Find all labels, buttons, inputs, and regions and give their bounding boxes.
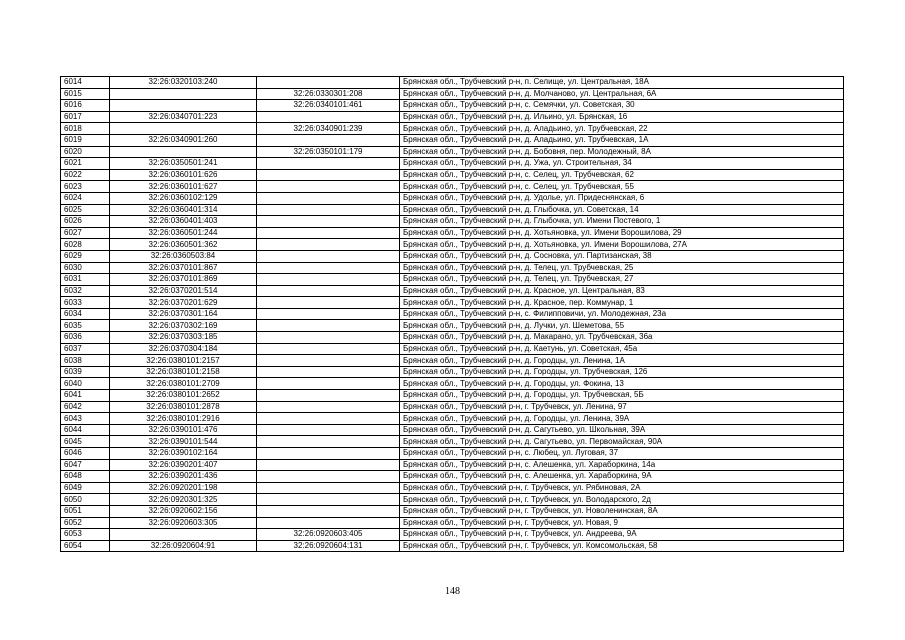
address-cell: Брянская обл., Трубчевский р-н, д. Бобовня, пер. Молодежный, 8А xyxy=(400,146,844,158)
table-row xyxy=(61,401,844,413)
cadastral-number-alt-cell xyxy=(257,378,400,390)
row-number-cell: 6016 xyxy=(61,100,110,112)
cadastral-number-cell xyxy=(110,529,257,541)
table-row xyxy=(61,297,844,309)
address-cell: Брянская обл., Трубчевский р-н, г. Трубчевск, ул. Володарского, 2д xyxy=(400,494,844,506)
row-number-cell: 6046 xyxy=(61,448,110,460)
address-cell: Брянская обл., Трубчевский р-н, д. Хотьяновка, ул. Имени Ворошилова, 27А xyxy=(400,239,844,251)
cadastral-number-alt-cell xyxy=(257,227,400,239)
table-row xyxy=(61,343,844,355)
cadastral-number-cell: 32:26:0350501:241 xyxy=(110,158,257,170)
address-cell: Брянская обл., Трубчевский р-н, д. Сосновка, ул. Партизанская, 38 xyxy=(400,250,844,262)
address-cell: Брянская обл., Трубчевский р-н, д. Городцы, ул. Трубчевская, 126 xyxy=(400,366,844,378)
table-row xyxy=(61,262,844,274)
table-row xyxy=(61,227,844,239)
table-row xyxy=(61,529,844,541)
row-number-cell: 6023 xyxy=(61,181,110,193)
address-cell: Брянская обл., Трубчевский р-н, с. Семячки, ул. Советская, 30 xyxy=(400,100,844,112)
table-row xyxy=(61,204,844,216)
row-number-cell: 6028 xyxy=(61,239,110,251)
address-cell: Брянская обл., Трубчевский р-н, д. Сагутьево, ул. Первомайская, 90А xyxy=(400,436,844,448)
cadastral-number-cell: 32:26:0360102:129 xyxy=(110,192,257,204)
address-cell: Брянская обл., Трубчевский р-н, д. Городцы, ул. Трубчевская, 5Б xyxy=(400,390,844,402)
cadastral-number-cell: 32:26:0380101:2652 xyxy=(110,390,257,402)
cadastral-number-alt-cell xyxy=(257,250,400,262)
table-row xyxy=(61,540,844,552)
cadastral-number-cell: 32:26:0380101:2709 xyxy=(110,378,257,390)
address-cell: Брянская обл., Трубчевский р-н, с. Алешенка, ул. Харабоpкина, 14а xyxy=(400,459,844,471)
table-row xyxy=(61,308,844,320)
table-row xyxy=(61,77,844,89)
cadastral-number-cell: 32:26:0370302:169 xyxy=(110,320,257,332)
cadastral-number-cell xyxy=(110,146,257,158)
cadastral-number-cell: 32:26:0340901:260 xyxy=(110,134,257,146)
address-cell: Брянская обл., Трубчевский р-н, д. Городцы, ул. Ленина, 1А xyxy=(400,355,844,367)
table-row xyxy=(61,169,844,181)
row-number-cell: 6015 xyxy=(61,88,110,100)
table-row xyxy=(61,192,844,204)
cadastral-number-alt-cell xyxy=(257,471,400,483)
cadastral-number-cell: 32:26:0920604:91 xyxy=(110,540,257,552)
cadastral-number-cell: 32:26:0390201:436 xyxy=(110,471,257,483)
cadastral-number-cell: 32:26:0390101:544 xyxy=(110,436,257,448)
row-number-cell: 6033 xyxy=(61,297,110,309)
address-cell: Брянская обл., Трубчевский р-н, д. Глыбочка, ул. Советская, 14 xyxy=(400,204,844,216)
address-cell: Брянская обл., Трубчевский р-н, д. Ужа, ул. Строительная, 34 xyxy=(400,158,844,170)
page-number: 148 xyxy=(445,586,460,597)
cadastral-number-alt-cell xyxy=(257,297,400,309)
address-cell: Брянская обл., Трубчевский р-н, д. Аладьино, ул. Трубчевская, 22 xyxy=(400,123,844,135)
table-row xyxy=(61,100,844,112)
cadastral-number-alt-cell xyxy=(257,158,400,170)
table-row xyxy=(61,216,844,228)
cadastral-number-cell: 32:26:0920603:305 xyxy=(110,517,257,529)
cadastral-number-cell: 32:26:0360503:84 xyxy=(110,250,257,262)
row-number-cell: 6020 xyxy=(61,146,110,158)
registry-table xyxy=(60,76,844,552)
cadastral-number-cell: 32:26:0360101:627 xyxy=(110,181,257,193)
address-cell: Брянская обл., Трубчевский р-н, с. Селец, ул. Трубчевская, 62 xyxy=(400,169,844,181)
cadastral-number-alt-cell xyxy=(257,285,400,297)
table-row xyxy=(61,517,844,529)
table-row xyxy=(61,471,844,483)
address-cell: Брянская обл., Трубчевский р-н, д. Городцы, ул. Ленина, 39А xyxy=(400,413,844,425)
cadastral-number-cell: 32:26:0370201:514 xyxy=(110,285,257,297)
row-number-cell: 6017 xyxy=(61,111,110,123)
table-row xyxy=(61,274,844,286)
cadastral-number-alt-cell xyxy=(257,494,400,506)
cadastral-number-alt-cell xyxy=(257,459,400,471)
row-number-cell: 6032 xyxy=(61,285,110,297)
cadastral-number-cell: 32:26:0390102:164 xyxy=(110,448,257,460)
cadastral-number-alt-cell xyxy=(257,448,400,460)
row-number-cell: 6053 xyxy=(61,529,110,541)
cadastral-number-cell: 32:26:0320103:240 xyxy=(110,77,257,89)
row-number-cell: 6052 xyxy=(61,517,110,529)
cadastral-number-alt-cell: 32:26:0340901:239 xyxy=(257,123,400,135)
cadastral-number-cell: 32:26:0370201:629 xyxy=(110,297,257,309)
cadastral-number-cell: 32:26:0380101:2916 xyxy=(110,413,257,425)
table-row xyxy=(61,413,844,425)
cadastral-number-alt-cell xyxy=(257,239,400,251)
table-row xyxy=(61,320,844,332)
row-number-cell: 6037 xyxy=(61,343,110,355)
table-row xyxy=(61,134,844,146)
table-row xyxy=(61,285,844,297)
cadastral-number-cell: 32:26:0340701:223 xyxy=(110,111,257,123)
table-row xyxy=(61,181,844,193)
cadastral-number-cell: 32:26:0390201:407 xyxy=(110,459,257,471)
table-row xyxy=(61,436,844,448)
row-number-cell: 6027 xyxy=(61,227,110,239)
table-row xyxy=(61,482,844,494)
cadastral-number-alt-cell xyxy=(257,436,400,448)
address-cell: Брянская обл., Трубчевский р-н, д. Ильино, ул. Брянская, 16 xyxy=(400,111,844,123)
table-row xyxy=(61,459,844,471)
row-number-cell: 6042 xyxy=(61,401,110,413)
row-number-cell: 6034 xyxy=(61,308,110,320)
row-number-cell: 6049 xyxy=(61,482,110,494)
cadastral-number-alt-cell xyxy=(257,413,400,425)
address-cell: Брянская обл., Трубчевский р-н, с. Селец, ул. Трубчевская, 55 xyxy=(400,181,844,193)
row-number-cell: 6018 xyxy=(61,123,110,135)
cadastral-number-alt-cell xyxy=(257,366,400,378)
cadastral-number-cell: 32:26:0370304:184 xyxy=(110,343,257,355)
cadastral-number-alt-cell xyxy=(257,181,400,193)
cadastral-number-alt-cell xyxy=(257,111,400,123)
address-cell: Брянская обл., Трубчевский р-н, д. Глыбочка, ул. Имени Постевого, 1 xyxy=(400,216,844,228)
table-row xyxy=(61,250,844,262)
row-number-cell: 6051 xyxy=(61,505,110,517)
cadastral-number-cell: 32:26:0360501:362 xyxy=(110,239,257,251)
cadastral-number-cell: 32:26:0920301:325 xyxy=(110,494,257,506)
cadastral-number-alt-cell xyxy=(257,308,400,320)
row-number-cell: 6054 xyxy=(61,540,110,552)
address-cell: Брянская обл., Трубчевский р-н, д. Удолье, ул. Придеснянская, 6 xyxy=(400,192,844,204)
address-cell: Брянская обл., Трубчевский р-н, д. Красное, ул. Центральная, 83 xyxy=(400,285,844,297)
address-cell: Брянская обл., Трубчевский р-н, с. Любец, ул. Луговая, 37 xyxy=(400,448,844,460)
address-cell: Брянская обл., Трубчевский р-н, д. Молчаново, ул. Центральная, 6А xyxy=(400,88,844,100)
row-number-cell: 6031 xyxy=(61,274,110,286)
table-row xyxy=(61,448,844,460)
address-cell: Брянская обл., Трубчевский р-н, д. Красное, пер. Коммунар, 1 xyxy=(400,297,844,309)
row-number-cell: 6048 xyxy=(61,471,110,483)
row-number-cell: 6026 xyxy=(61,216,110,228)
address-cell: Брянская обл., Трубчевский р-н, г. Трубчевск, ул. Новоленинская, 8А xyxy=(400,505,844,517)
table-row xyxy=(61,424,844,436)
address-cell: Брянская обл., Трубчевский р-н, г. Трубчевск, ул. Новая, 9 xyxy=(400,517,844,529)
table-row xyxy=(61,355,844,367)
address-cell: Брянская обл., Трубчевский р-н, г. Трубчевск, ул. Ленина, 97 xyxy=(400,401,844,413)
row-number-cell: 6044 xyxy=(61,424,110,436)
cadastral-number-alt-cell xyxy=(257,424,400,436)
cadastral-number-cell: 32:26:0920602:156 xyxy=(110,505,257,517)
cadastral-number-alt-cell xyxy=(257,169,400,181)
table-row xyxy=(61,123,844,135)
address-cell: Брянская обл., Трубчевский р-н, г. Трубчевск, ул. Рябиновая, 2А xyxy=(400,482,844,494)
cadastral-number-alt-cell xyxy=(257,390,400,402)
table-row xyxy=(61,378,844,390)
cadastral-number-alt-cell: 32:26:0340101:461 xyxy=(257,100,400,112)
cadastral-number-cell: 32:26:0360501:244 xyxy=(110,227,257,239)
row-number-cell: 6043 xyxy=(61,413,110,425)
row-number-cell: 6025 xyxy=(61,204,110,216)
table-row xyxy=(61,332,844,344)
row-number-cell: 6039 xyxy=(61,366,110,378)
row-number-cell: 6050 xyxy=(61,494,110,506)
cadastral-number-cell: 32:26:0370101:867 xyxy=(110,262,257,274)
cadastral-number-alt-cell: 32:26:0350101:179 xyxy=(257,146,400,158)
cadastral-number-alt-cell xyxy=(257,505,400,517)
row-number-cell: 6019 xyxy=(61,134,110,146)
table-row xyxy=(61,239,844,251)
cadastral-number-alt-cell xyxy=(257,262,400,274)
table-row xyxy=(61,111,844,123)
table-row xyxy=(61,390,844,402)
table-row xyxy=(61,366,844,378)
cadastral-number-cell: 32:26:0920201:198 xyxy=(110,482,257,494)
row-number-cell: 6040 xyxy=(61,378,110,390)
cadastral-number-alt-cell xyxy=(257,77,400,89)
cadastral-number-cell: 32:26:0360401:314 xyxy=(110,204,257,216)
cadastral-number-alt-cell xyxy=(257,216,400,228)
cadastral-number-alt-cell: 32:26:0920603:405 xyxy=(257,529,400,541)
address-cell: Брянская обл., Трубчевский р-н, г. Трубчевск, ул. Комсомольская, 58 xyxy=(400,540,844,552)
cadastral-number-cell: 32:26:0370303:185 xyxy=(110,332,257,344)
cadastral-number-alt-cell xyxy=(257,343,400,355)
cadastral-number-cell: 32:26:0380101:2878 xyxy=(110,401,257,413)
cadastral-number-cell: 32:26:0370301:164 xyxy=(110,308,257,320)
cadastral-number-alt-cell xyxy=(257,192,400,204)
cadastral-number-alt-cell xyxy=(257,355,400,367)
cadastral-number-cell: 32:26:0380101:2158 xyxy=(110,366,257,378)
address-cell: Брянская обл., Трубчевский р-н, с. Алешенка, ул. Харабоpкина, 9А xyxy=(400,471,844,483)
row-number-cell: 6014 xyxy=(61,77,110,89)
address-cell: Брянская обл., Трубчевский р-н, д. Телец, ул. Трубчевская, 25 xyxy=(400,262,844,274)
row-number-cell: 6022 xyxy=(61,169,110,181)
table-row xyxy=(61,158,844,170)
row-number-cell: 6036 xyxy=(61,332,110,344)
address-cell: Брянская обл., Трубчевский р-н, д. Сагутьево, ул. Школьная, 39А xyxy=(400,424,844,436)
cadastral-number-alt-cell: 32:26:0330301:208 xyxy=(257,88,400,100)
cadastral-number-alt-cell xyxy=(257,517,400,529)
cadastral-number-cell: 32:26:0370101:869 xyxy=(110,274,257,286)
cadastral-number-alt-cell xyxy=(257,320,400,332)
table-row xyxy=(61,505,844,517)
address-cell: Брянская обл., Трубчевский р-н, д. Каетунь, ул. Советская, 45а xyxy=(400,343,844,355)
table-row xyxy=(61,88,844,100)
cadastral-number-cell xyxy=(110,88,257,100)
cadastral-number-alt-cell xyxy=(257,482,400,494)
address-cell: Брянская обл., Трубчевский р-н, с. Филипповичи, ул. Молодежная, 23а xyxy=(400,308,844,320)
address-cell: Брянская обл., Трубчевский р-н, д. Макарано, ул. Трубчевская, 36а xyxy=(400,332,844,344)
cadastral-number-alt-cell xyxy=(257,332,400,344)
row-number-cell: 6047 xyxy=(61,459,110,471)
address-cell: Брянская обл., Трубчевский р-н, д. Аладьино, ул. Трубчевская, 1А xyxy=(400,134,844,146)
cadastral-number-cell xyxy=(110,123,257,135)
address-cell: Брянская обл., Трубчевский р-н, г. Трубчевск, ул. Андреева, 9А xyxy=(400,529,844,541)
row-number-cell: 6035 xyxy=(61,320,110,332)
row-number-cell: 6029 xyxy=(61,250,110,262)
cadastral-number-alt-cell xyxy=(257,274,400,286)
row-number-cell: 6024 xyxy=(61,192,110,204)
table-row xyxy=(61,146,844,158)
cadastral-number-cell xyxy=(110,100,257,112)
address-cell: Брянская обл., Трубчевский р-н, д. Городцы, ул. Фокина, 13 xyxy=(400,378,844,390)
row-number-cell: 6021 xyxy=(61,158,110,170)
cadastral-number-alt-cell xyxy=(257,401,400,413)
table-row xyxy=(61,494,844,506)
cadastral-number-cell: 32:26:0380101:2157 xyxy=(110,355,257,367)
address-cell: Брянская обл., Трубчевский р-н, д. Хотьяновка, ул. Имени Ворошилова, 29 xyxy=(400,227,844,239)
cadastral-number-alt-cell xyxy=(257,204,400,216)
cadastral-number-cell: 32:26:0390101:476 xyxy=(110,424,257,436)
cadastral-number-cell: 32:26:0360101:626 xyxy=(110,169,257,181)
cadastral-number-alt-cell: 32:26:0920604:131 xyxy=(257,540,400,552)
registry-table-body xyxy=(61,77,844,552)
row-number-cell: 6030 xyxy=(61,262,110,274)
row-number-cell: 6041 xyxy=(61,390,110,402)
cadastral-number-cell: 32:26:0360401:403 xyxy=(110,216,257,228)
row-number-cell: 6045 xyxy=(61,436,110,448)
cadastral-number-alt-cell xyxy=(257,134,400,146)
address-cell: Брянская обл., Трубчевский р-н, д. Лучки, ул. Шеметова, 55 xyxy=(400,320,844,332)
address-cell: Брянская обл., Трубчевский р-н, п. Селище, ул. Центральная, 18А xyxy=(400,77,844,89)
address-cell: Брянская обл., Трубчевский р-н, д. Телец, ул. Трубчевская, 27 xyxy=(400,274,844,286)
row-number-cell: 6038 xyxy=(61,355,110,367)
